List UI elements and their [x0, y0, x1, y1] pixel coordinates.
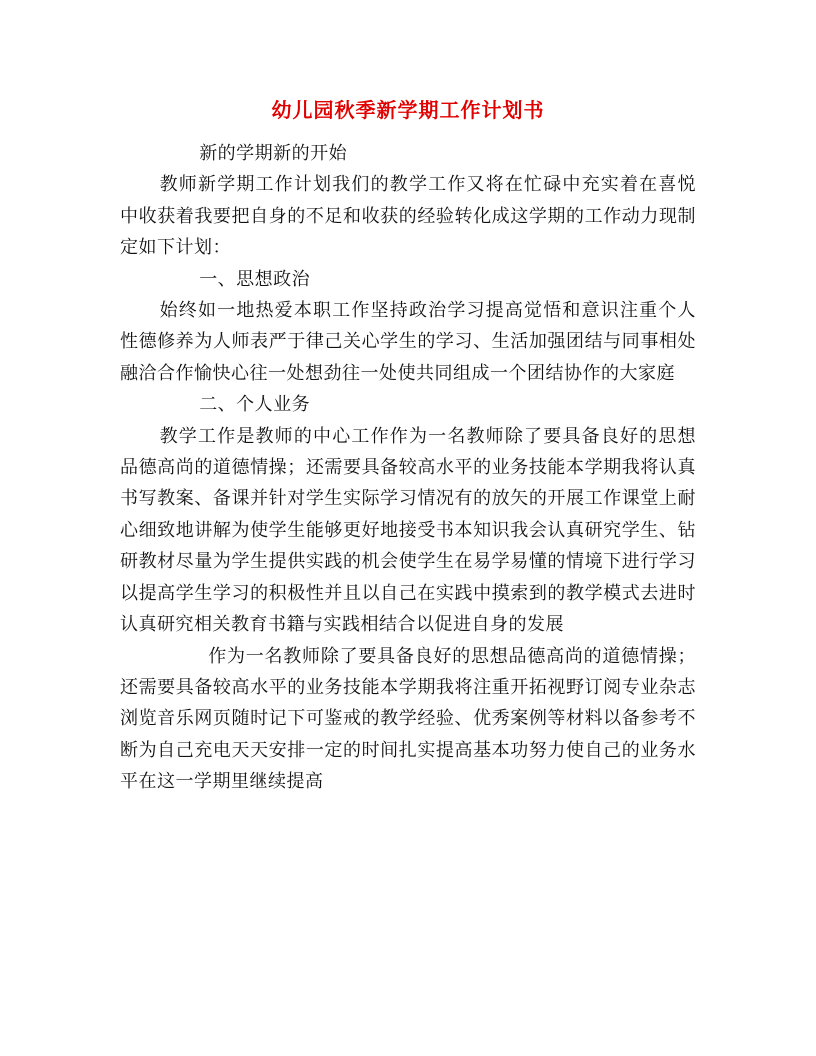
- paragraph-intro: 教师新学期工作计划我们的教学工作又将在忙碌中充实着在喜悦中收获着我要把自身的不足和收获的经验转化成这学期的工作动力现制定如下计划：: [120, 174, 696, 259]
- section-heading-business: 二、个人业务: [199, 394, 311, 416]
- paragraph-business: 教学工作是教师的中心工作作为一名教师除了要具备良好的思想品德高尚的道德情操；还需要具备较高水平的业务技能本学期我将认真书写教案、备课并针对学生实际学习情况有的放矢的开展工作课堂上耐心细致地讲解为使学生能够更好地接受书本知识我会认真研究学生、钻研教材尽量为学生提供实践的机会使学生在易学易懂的情境下进行学习以提高学生学习的积极性并且以自己在实践中摸索到的教学模式去进时认真研究相关教育书籍与实践相结合以促进自身的发展: [120, 425, 696, 636]
- paragraph-growth: 作为一名教师除了要具备良好的思想品德高尚的道德情操；还需要具备较高水平的业务技能本学期我将注重开拓视野订阅专业杂志浏览音乐网页随时记下可鉴戒的教学经验、优秀案例等材料以备参考不断为自己充电天天安排一定的时间扎实提高基本功努力使自己的业务水平在这一学期里继续提高: [120, 645, 696, 793]
- document-title: 幼儿园秋季新学期工作计划书: [271, 98, 545, 122]
- intro-line: 新的学期新的开始: [199, 143, 348, 164]
- section-heading-politics: 一、思想政治: [199, 268, 311, 290]
- document-body: [120, 138, 696, 798]
- paragraph-politics: 始终如一地热爱本职工作坚持政治学习提高觉悟和意识注重个人性德修养为人师表严于律己关心学生的学习、生活加强团结与同事相处融洽合作愉快心往一处想劲往一处使共同组成一个团结协作的大家庭: [120, 300, 696, 384]
